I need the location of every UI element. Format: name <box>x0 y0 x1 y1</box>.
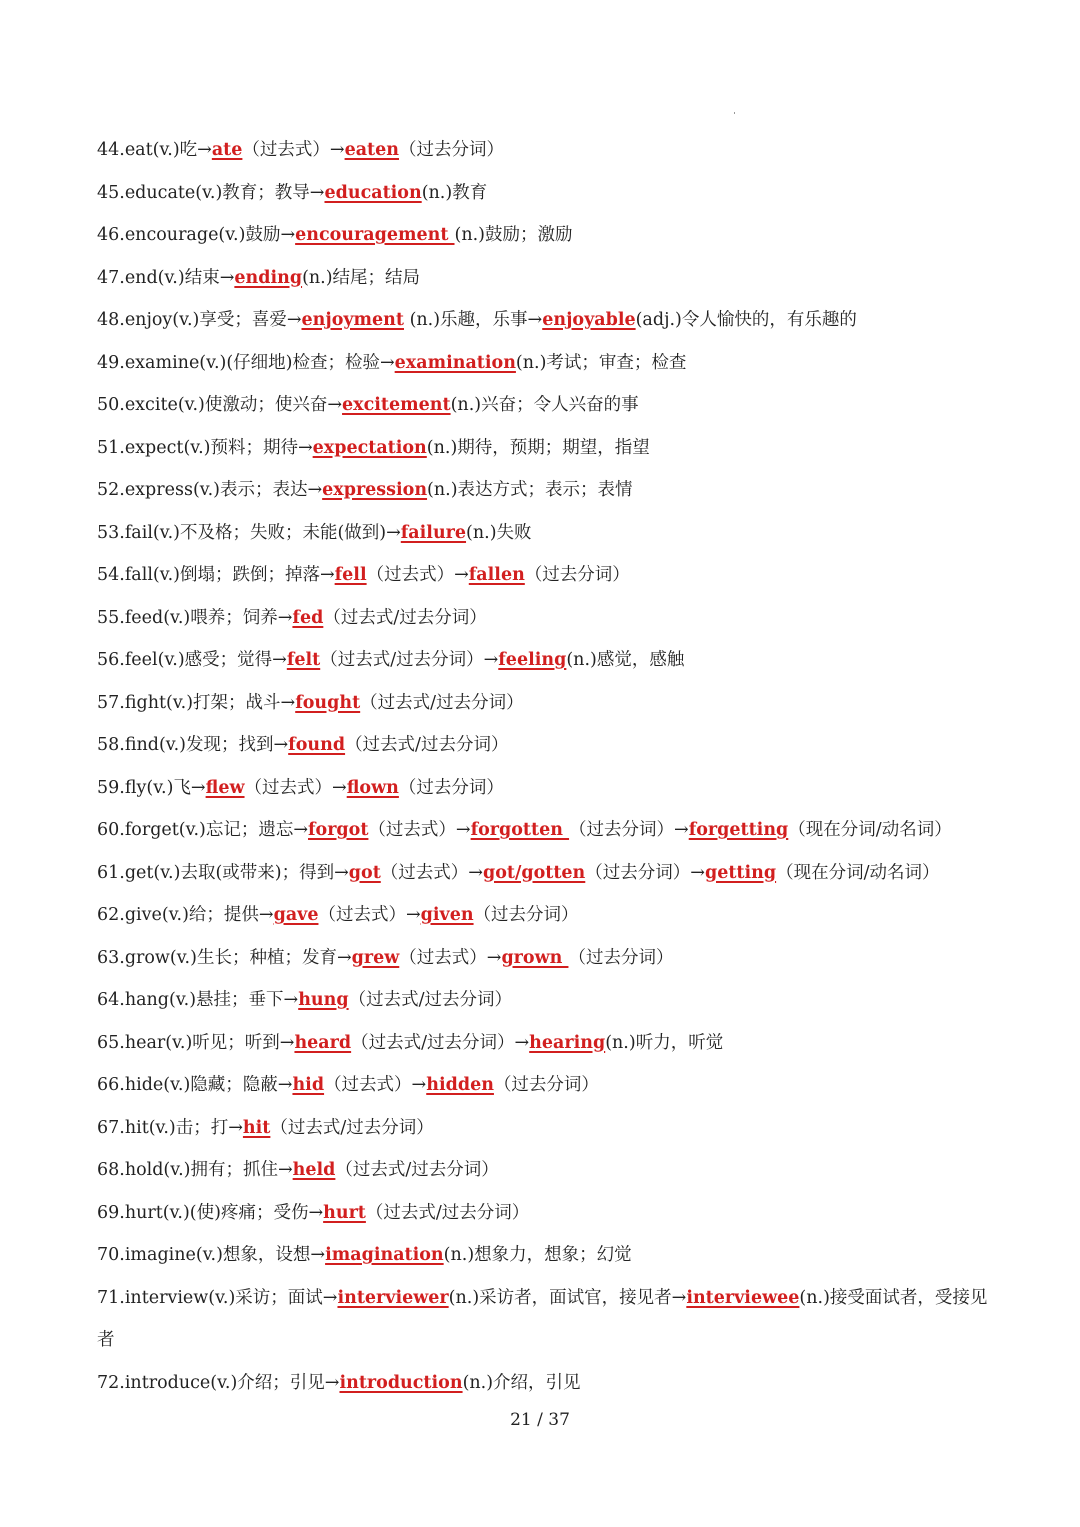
entry-text: 55.feed(v.)喂养；饲养→ <box>97 607 293 628</box>
entry-text: 46.encourage(v.)鼓励→ <box>97 225 296 245</box>
answer-word: expectation <box>312 437 427 458</box>
answer-word: hid <box>292 1075 325 1095</box>
vocab-entry <box>97 1195 997 1238</box>
answer-word: held <box>292 1160 336 1180</box>
answer-word: found <box>288 735 346 755</box>
entry-text: （过去分词） <box>399 140 504 160</box>
answer-word: excitement <box>342 395 451 415</box>
entry-text: 54.fall(v.)倒塌；跌倒；掉落→ <box>97 565 335 585</box>
entry-text: 45.educate(v.)教育；教导→ <box>97 182 325 203</box>
vocab-entry <box>97 727 997 770</box>
answer-word: examination <box>394 352 516 373</box>
answer-word: fallen <box>468 565 525 585</box>
answer-word: hit <box>242 1117 271 1138</box>
entry-text: (n.)教育 <box>421 182 488 203</box>
entry-text: (n.)介绍，引见 <box>462 1372 581 1393</box>
entry-text: 70.imagine(v.)想象，设想→ <box>97 1245 326 1265</box>
answer-word: hung <box>298 990 349 1010</box>
vocab-entry <box>97 855 997 898</box>
entry-text: （过去式）→ <box>380 862 483 883</box>
answer-word: hearing <box>529 1032 606 1053</box>
vocab-entry <box>97 387 997 430</box>
vocab-entry <box>97 1067 997 1110</box>
entry-text: 57.fight(v.)打架；战斗→ <box>97 692 296 713</box>
entry-text: (n.)想象力，想象；幻觉 <box>443 1245 632 1265</box>
vocab-entry <box>97 472 997 515</box>
answer-word: expression <box>322 480 428 500</box>
entry-text: 56.feel(v.)感受；觉得→ <box>97 650 287 670</box>
vocab-entry <box>97 642 997 685</box>
entry-text: 63.grow(v.)生长；种植；发育→ <box>97 947 352 968</box>
answer-word: hidden <box>426 1075 494 1095</box>
scan-speck <box>734 112 735 114</box>
answer-word: got/gotten <box>482 862 586 883</box>
entry-text: （过去式/过去分词） <box>345 735 509 755</box>
entry-text: 59.fly(v.)飞→ <box>97 777 206 798</box>
vocab-entry <box>97 132 997 175</box>
entry-text: 65.hear(v.)听见；听到→ <box>97 1032 295 1053</box>
vocabulary-list <box>97 132 997 1407</box>
entry-text: 69.hurt(v.)(使)疼痛；受伤→ <box>97 1202 324 1223</box>
entry-text: (n.)乐趣，乐事→ <box>404 310 543 330</box>
entry-text: （过去式）→ <box>318 905 421 925</box>
answer-word: grew <box>351 947 400 968</box>
answer-word: forgot <box>308 820 369 840</box>
vocab-entry <box>97 302 997 345</box>
page-number: 21 / 37 <box>510 1410 570 1430</box>
vocab-entry <box>97 1237 997 1280</box>
vocab-entry <box>97 600 997 643</box>
entry-text: (n.)期待，预期；期望，指望 <box>426 437 650 458</box>
entry-text: 64.hang(v.)悬挂；垂下→ <box>97 990 299 1010</box>
answer-word: failure <box>400 522 467 543</box>
answer-word: encouragement <box>295 225 455 245</box>
answer-word: imagination <box>325 1245 444 1265</box>
entry-text: （过去分词）→ <box>569 820 689 840</box>
entry-text: 者 <box>97 1330 115 1350</box>
entry-text: (n.)感觉，感触 <box>566 650 685 670</box>
entry-text: （过去式/过去分词） <box>360 692 524 713</box>
entry-text: （现在分词/动名词） <box>776 862 940 883</box>
vocab-entry <box>97 217 997 260</box>
entry-text: （过去式）→ <box>324 1075 427 1095</box>
entry-text: 49.examine(v.)(仔细地)检查；检验→ <box>97 352 395 373</box>
answer-word: got <box>348 862 381 883</box>
entry-text: （过去式）→ <box>244 777 347 798</box>
entry-text: （过去式）→ <box>399 947 502 968</box>
entry-text: 60.forget(v.)忘记；遗忘→ <box>97 820 308 840</box>
vocab-entry <box>97 1322 997 1365</box>
entry-text: （现在分词/动名词） <box>788 820 952 840</box>
answer-word: feeling <box>498 650 567 670</box>
vocab-entry <box>97 557 997 600</box>
entry-text: （过去式/过去分词）→ <box>351 1032 530 1053</box>
vocab-entry <box>97 1365 997 1408</box>
entry-text: (n.)失败 <box>466 522 532 543</box>
answer-word: heard <box>294 1032 352 1053</box>
entry-text: （过去分词）→ <box>585 862 705 883</box>
entry-text: (n.)表达方式；表示；表情 <box>427 480 633 500</box>
answer-word: ate <box>211 140 243 160</box>
entry-text: （过去式/过去分词） <box>348 990 513 1010</box>
entry-text: （过去式/过去分词） <box>365 1202 530 1223</box>
answer-word: forgetting <box>688 820 789 840</box>
vocab-entry <box>97 345 997 388</box>
vocab-entry <box>97 897 997 940</box>
entry-text: 61.get(v.)去取(或带来)；得到→ <box>97 862 349 883</box>
entry-text: 66.hide(v.)隐藏；隐蔽→ <box>97 1075 293 1095</box>
entry-text: （过去式）→ <box>366 565 469 585</box>
answer-word: fed <box>292 607 324 628</box>
answer-word: eaten <box>344 140 399 160</box>
entry-text: (n.)接受面试者，受接见 <box>799 1287 988 1308</box>
entry-text: (adj.)令人愉快的，有乐趣的 <box>635 310 857 330</box>
entry-text: （过去分词） <box>568 947 674 968</box>
entry-text: 44.eat(v.)吃→ <box>97 140 212 160</box>
entry-text: （过去式/过去分词） <box>323 607 487 628</box>
entry-text: （过去分词） <box>493 1075 599 1095</box>
entry-text: 67.hit(v.)击；打→ <box>97 1117 243 1138</box>
vocab-entry <box>97 175 997 218</box>
answer-word: flew <box>205 777 245 798</box>
entry-text: （过去式）→ <box>368 820 471 840</box>
answer-word: enjoyable <box>542 310 636 330</box>
answer-word: ending <box>234 267 303 288</box>
answer-word: getting <box>704 862 777 883</box>
answer-word: forgotten <box>470 820 570 840</box>
vocab-entry <box>97 260 997 303</box>
answer-word: education <box>324 182 422 203</box>
entry-text: 68.hold(v.)拥有；抓住→ <box>97 1160 293 1180</box>
vocab-entry <box>97 515 997 558</box>
answer-word: felt <box>286 650 321 670</box>
entry-text: 52.express(v.)表示；表达→ <box>97 480 323 500</box>
answer-word: interviewer <box>337 1287 449 1308</box>
entry-text: (n.)结尾；结局 <box>302 267 421 288</box>
vocab-entry <box>97 982 997 1025</box>
vocab-entry <box>97 770 997 813</box>
entry-text: （过去式/过去分词） <box>335 1160 499 1180</box>
entry-text: （过去分词） <box>398 777 504 798</box>
entry-text: （过去式）→ <box>242 140 345 160</box>
entry-text: (n.)考试；审查；检查 <box>515 352 687 373</box>
entry-text: 53.fail(v.)不及格；失败；未能(做到)→ <box>97 522 401 543</box>
entry-text: 72.introduce(v.)介绍；引见→ <box>97 1372 340 1393</box>
vocab-entry <box>97 1152 997 1195</box>
entry-text: （过去分词） <box>473 905 579 925</box>
vocab-entry <box>97 430 997 473</box>
vocab-entry <box>97 940 997 983</box>
entry-text: 47.end(v.)结束→ <box>97 267 235 288</box>
entry-text: (n.)鼓励；激励 <box>454 225 573 245</box>
vocab-entry <box>97 1025 997 1068</box>
vocab-entry <box>97 812 997 855</box>
answer-word: introduction <box>339 1372 463 1393</box>
answer-word: flown <box>346 777 399 798</box>
entry-text: （过去式/过去分词）→ <box>320 650 499 670</box>
entry-text: （过去分词） <box>524 565 630 585</box>
answer-word: grown <box>501 947 569 968</box>
entry-text: 58.find(v.)发现；找到→ <box>97 735 289 755</box>
entry-text: 50.excite(v.)使激动；使兴奋→ <box>97 395 343 415</box>
answer-word: fell <box>334 565 367 585</box>
entry-text: (n.)兴奋；令人兴奋的事 <box>450 395 639 415</box>
entry-text: 51.expect(v.)预料；期待→ <box>97 437 313 458</box>
vocab-entry <box>97 1110 997 1153</box>
entry-text: （过去式/过去分词） <box>270 1117 434 1138</box>
vocab-entry <box>97 1280 997 1323</box>
answer-word: hurt <box>323 1202 366 1223</box>
vocab-entry <box>97 685 997 728</box>
entry-text: 62.give(v.)给；提供→ <box>97 905 274 925</box>
answer-word: enjoyment <box>301 310 404 330</box>
answer-word: given <box>420 905 474 925</box>
entry-text: (n.)采访者，面试官，接见者→ <box>448 1287 687 1308</box>
answer-word: interviewee <box>686 1287 800 1308</box>
entry-text: 48.enjoy(v.)享受；喜爱→ <box>97 310 302 330</box>
answer-word: gave <box>273 905 319 925</box>
answer-word: fought <box>295 692 361 713</box>
entry-text: (n.)听力，听觉 <box>605 1032 724 1053</box>
entry-text: 71.interview(v.)采访；面试→ <box>97 1287 338 1308</box>
